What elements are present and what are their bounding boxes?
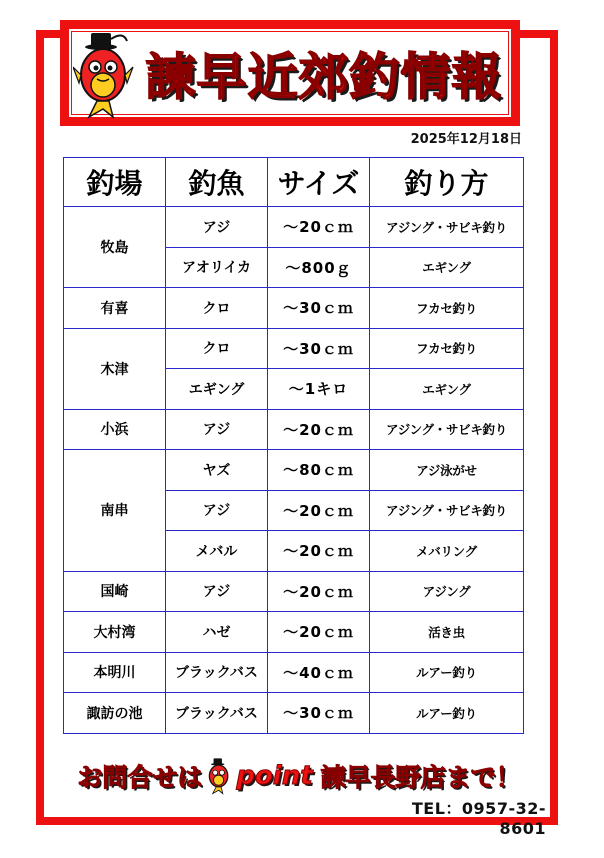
report-date: 2025年12月18日 bbox=[410, 132, 522, 147]
place-cell: 南串 bbox=[64, 450, 166, 572]
table-row bbox=[64, 288, 524, 329]
size-cell: ～20ｃｍ bbox=[268, 490, 370, 531]
size-cell: ～40ｃｍ bbox=[268, 652, 370, 693]
fish-cell: メバル bbox=[166, 531, 268, 572]
table-row bbox=[64, 207, 524, 248]
method-cell: アジング・サビキ釣り bbox=[370, 409, 524, 450]
method-cell: アジング・サビキ釣り bbox=[370, 207, 524, 248]
table-row bbox=[64, 450, 524, 491]
size-cell: ～800ｇ bbox=[268, 247, 370, 288]
method-cell: アジング・サビキ釣り bbox=[370, 490, 524, 531]
method-cell: ルアー釣り bbox=[370, 693, 524, 734]
size-cell: ～1キロ bbox=[268, 369, 370, 410]
fish-cell: ハゼ bbox=[166, 612, 268, 653]
method-cell: フカセ釣り bbox=[370, 288, 524, 329]
fish-cell: ブラックバス bbox=[166, 693, 268, 734]
place-cell: 小浜 bbox=[64, 409, 166, 450]
fishing-info-table bbox=[63, 157, 524, 734]
place-cell: 国崎 bbox=[64, 571, 166, 612]
fish-cell: ヤズ bbox=[166, 450, 268, 491]
size-cell: ～30ｃｍ bbox=[268, 288, 370, 329]
fish-mascot-icon bbox=[73, 31, 135, 119]
fish-cell: アジ bbox=[166, 409, 268, 450]
fish-cell: アオリイカ bbox=[166, 247, 268, 288]
phone-number: TEL：0957-32-8601 bbox=[411, 799, 546, 838]
fish-cell: クロ bbox=[166, 328, 268, 369]
fish-cell: ブラックバス bbox=[166, 652, 268, 693]
header-method: 釣り方 bbox=[370, 158, 524, 207]
title-banner bbox=[60, 20, 520, 126]
method-cell: 活き虫 bbox=[370, 612, 524, 653]
size-cell: ～20ｃｍ bbox=[268, 409, 370, 450]
method-cell: アジ泳がせ bbox=[370, 450, 524, 491]
size-cell: ～30ｃｍ bbox=[268, 328, 370, 369]
method-cell: アジング bbox=[370, 571, 524, 612]
place-cell: 大村湾 bbox=[64, 612, 166, 653]
size-cell: ～30ｃｍ bbox=[268, 693, 370, 734]
size-cell: ～20ｃｍ bbox=[268, 207, 370, 248]
fish-cell: アジ bbox=[166, 490, 268, 531]
header-size: サイズ bbox=[268, 158, 370, 207]
brand-logo-text: point bbox=[236, 761, 313, 791]
size-cell: ～80ｃｍ bbox=[268, 450, 370, 491]
size-cell: ～20ｃｍ bbox=[268, 571, 370, 612]
method-cell: メバリング bbox=[370, 531, 524, 572]
table-header-row bbox=[64, 158, 524, 207]
fish-cell: クロ bbox=[166, 288, 268, 329]
place-cell: 有喜 bbox=[64, 288, 166, 329]
place-cell: 牧島 bbox=[64, 207, 166, 288]
method-cell: フカセ釣り bbox=[370, 328, 524, 369]
method-cell: エギング bbox=[370, 247, 524, 288]
table-row bbox=[64, 571, 524, 612]
size-cell: ～20ｃｍ bbox=[268, 531, 370, 572]
contact-footer bbox=[46, 756, 552, 796]
place-cell: 木津 bbox=[64, 328, 166, 409]
table-row bbox=[64, 328, 524, 369]
fish-cell: エギング bbox=[166, 369, 268, 410]
page-title: 諫早近郊釣情報 bbox=[145, 48, 503, 106]
fish-mascot-icon bbox=[206, 757, 232, 795]
method-cell: ルアー釣り bbox=[370, 652, 524, 693]
fish-cell: アジ bbox=[166, 571, 268, 612]
table-row bbox=[64, 693, 524, 734]
table-row bbox=[64, 652, 524, 693]
size-cell: ～20ｃｍ bbox=[268, 612, 370, 653]
contact-prefix: お問合せは bbox=[77, 763, 203, 792]
fish-cell: アジ bbox=[166, 207, 268, 248]
table-row bbox=[64, 409, 524, 450]
header-fish: 釣魚 bbox=[166, 158, 268, 207]
table-row bbox=[64, 612, 524, 653]
method-cell: エギング bbox=[370, 369, 524, 410]
place-cell: 本明川 bbox=[64, 652, 166, 693]
header-spot: 釣場 bbox=[64, 158, 166, 207]
contact-suffix: 諫早長野店まで！ bbox=[320, 763, 521, 792]
place-cell: 諏訪の池 bbox=[64, 693, 166, 734]
